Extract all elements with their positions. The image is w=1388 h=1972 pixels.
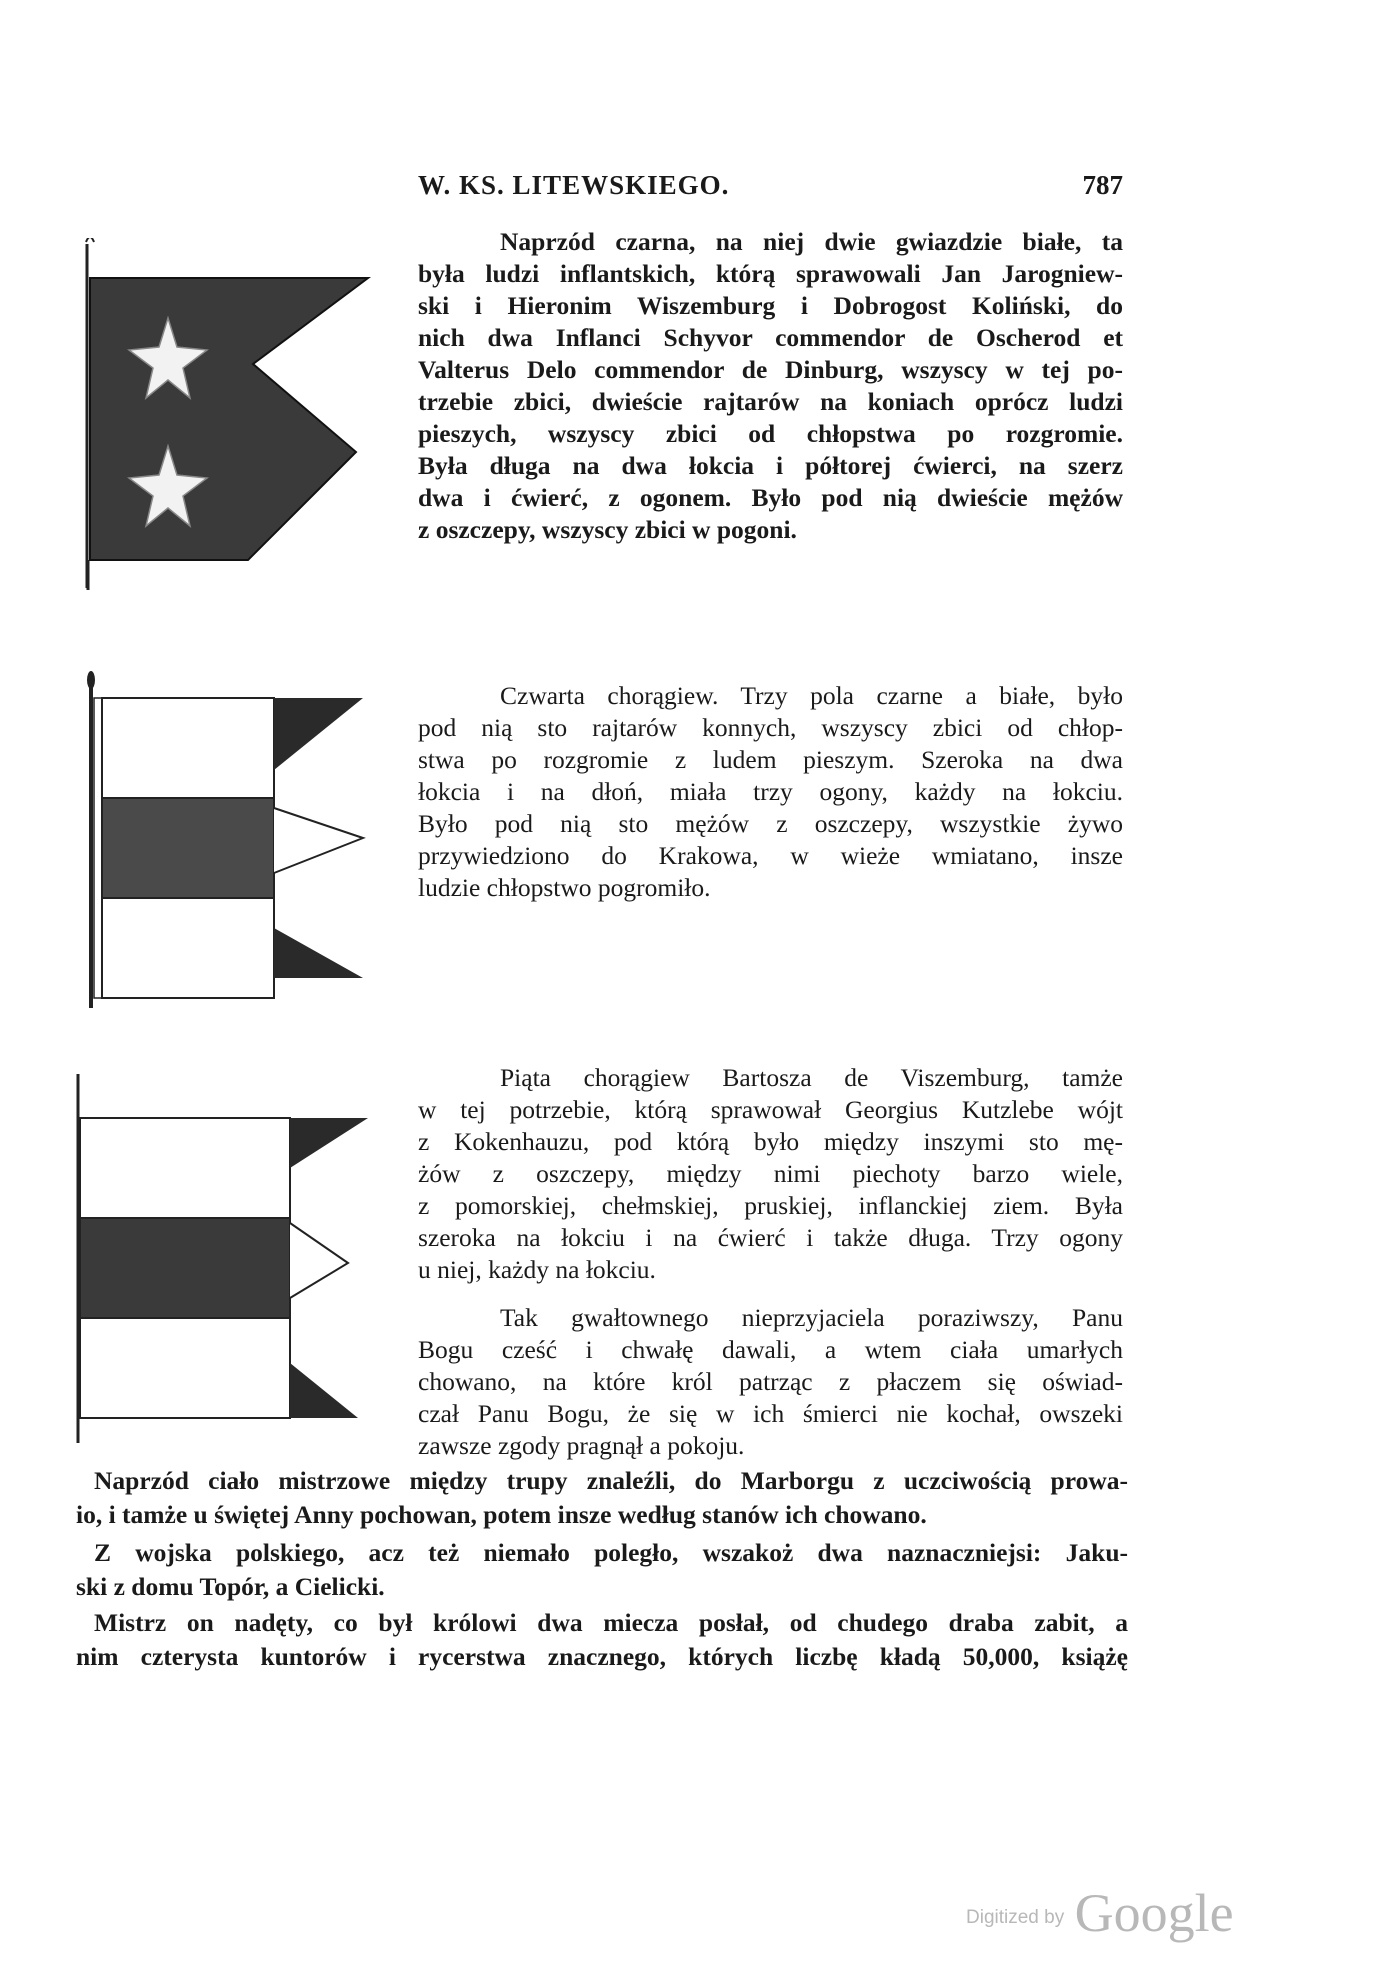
text-line: przywiedziono do Krakowa, w wieże wmiatano, insze [418, 841, 1123, 870]
text-line: z Kokenhauzu, pod którą było między inszymi sto mę- [418, 1127, 1123, 1156]
text-line: io, i tamże u świętej Anny pochowan, potem insze według stanów ich chowano. [76, 1500, 927, 1529]
text-line: trzebie zbici, dwieście rajtarów na koniach oprócz ludzi [418, 387, 1123, 416]
text-line: chowano, na które król patrząc z płaczem się oświad- [418, 1367, 1123, 1396]
text-line: dwa i ćwierć, z ogonem. Było pod nią dwieście mężów [418, 483, 1123, 512]
text-line: Było pod nią sto mężów z oszczepy, wszystkie żywo [418, 809, 1123, 838]
text-line: Była długa na dwa łokcia i półtorej ćwierci, na szerz [418, 451, 1123, 480]
text-line: Czwarta chorągiew. Trzy pola czarne a białe, było [500, 681, 1123, 710]
text-line: ludzie chłopstwo pogromiło. [418, 873, 711, 902]
text-line: Naprzód ciało mistrzowe między trupy znaleźli, do Marborgu z uczciwością prowa- [94, 1466, 1128, 1495]
flag-illustration-2 [78, 668, 378, 1016]
paragraph-1 [418, 226, 1123, 546]
flag-illustration-3 [68, 1068, 368, 1448]
text-line: z pomorskiej, chełmskiej, pruskiej, inflanckiej ziem. Była [418, 1191, 1123, 1220]
paragraph-4 [418, 1302, 1123, 1462]
paragraph-6 [76, 1536, 1128, 1604]
text-line: Mistrz on nadęty, co był królowi dwa miecza posłał, od chudego draba zabit, a [94, 1608, 1128, 1637]
text-line: czał Panu Bogu, że się w ich śmierci nie kochał, owszeki [418, 1399, 1123, 1428]
digitized-by-label: Digitized by [966, 1907, 1065, 1928]
text-line: z oszczepy, wszyscy zbici w pogoni. [418, 515, 797, 544]
text-line: w tej potrzebie, którą sprawował Georgius Kutzlebe wójt [418, 1095, 1123, 1124]
text-line: ski i Hieronim Wiszemburg i Dobrogost Koliński, do [418, 291, 1123, 320]
text-line: nich dwa Inflanci Schyvor commendor de Oscherod et [418, 323, 1123, 352]
digitized-by-google-watermark [966, 1882, 1234, 1944]
text-line: ski z domu Topór, a Cielicki. [76, 1572, 385, 1601]
text-line: Naprzód czarna, na niej dwie gwiazdzie białe, ta [500, 227, 1123, 256]
flag-illustration-1 [78, 238, 378, 598]
text-line: łokcia i na dłoń, miała trzy ogony, każdy na łokciu. [418, 777, 1123, 806]
text-line: pod nią sto rajtarów konnych, wszyscy zbici od chłop- [418, 713, 1123, 742]
text-line: zawsze zgody pragnął a pokoju. [418, 1431, 745, 1460]
paragraph-3 [418, 1062, 1123, 1286]
text-line: u niej, każdy na łokciu. [418, 1255, 656, 1284]
text-line: Valterus Delo commendor de Dinburg, wszyscy w tej po- [418, 355, 1123, 384]
text-line: Bogu cześć i chwałę dawali, a wtem ciała umarłych [418, 1335, 1123, 1364]
text-line: żów z oszczepy, między nimi piechoty barzo wiele, [418, 1159, 1123, 1188]
paragraph-2 [418, 680, 1123, 904]
paragraph-7 [76, 1606, 1128, 1674]
page-number: 787 [1082, 170, 1123, 200]
text-line: nim czterysta kuntorów i rycerstwa znacznego, których liczbę kładą 50,000, książę [76, 1642, 1128, 1671]
text-line: była ludzi inflantskich, którą sprawowali Jan Jarogniew- [418, 259, 1123, 288]
google-logo: Google [1074, 1883, 1234, 1943]
text-line: stwa po rozgromie z ludem pieszym. Szeroka na dwa [418, 745, 1123, 774]
paragraph-5 [76, 1464, 1128, 1532]
text-line: Tak gwałtownego nieprzyjaciela poraziwszy, Panu [500, 1303, 1123, 1332]
text-line: Z wojska polskiego, acz też niemało poległo, wszakoż dwa naznaczniejsi: Jaku- [94, 1538, 1128, 1567]
text-line: Piąta chorągiew Bartosza de Viszemburg, tamże [500, 1063, 1123, 1092]
running-head: W. KS. LITEWSKIEGO. [418, 170, 730, 200]
text-line: szeroka na łokciu i na ćwierć i także długa. Trzy ogony [418, 1223, 1123, 1252]
page-header [418, 170, 1123, 210]
text-line: pieszych, wszyscy zbici od chłopstwa po rozgromie. [418, 419, 1123, 448]
